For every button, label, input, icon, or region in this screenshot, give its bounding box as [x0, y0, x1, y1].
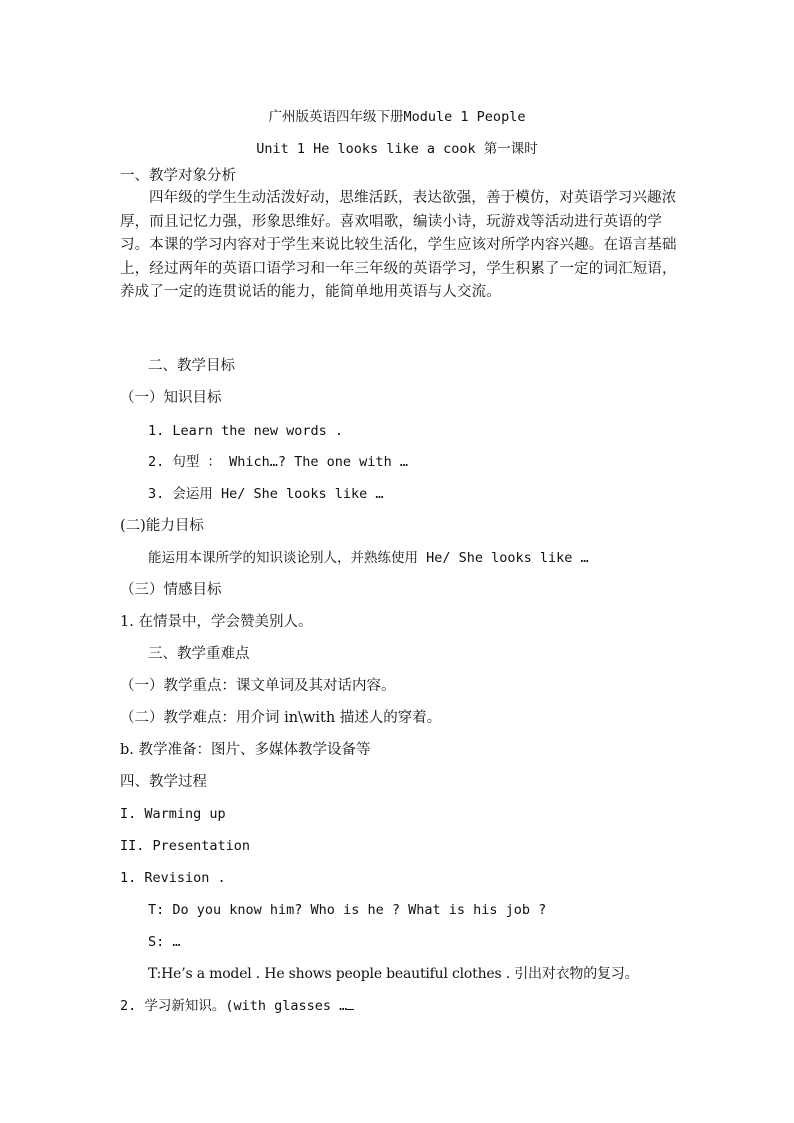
difficult-point: （二）教学难点：用介词 in\with 描述人的穿着。	[120, 710, 442, 726]
knowledge-item-1: 1. Learn the new words .	[148, 423, 344, 439]
ability-text: 能运用本课所学的知识谈论别人，并熟练使用 He/ She looks like …	[148, 550, 589, 566]
presentation-item-1: 1. Revision .	[120, 870, 226, 886]
dialog-teacher-1: T: Do you know him? Who is he ? What is his job ?	[148, 902, 547, 918]
subheading-emotion: （三）情感目标	[120, 582, 222, 598]
subheading-knowledge: （一）知识目标	[120, 390, 222, 406]
knowledge-item-2: 2. 句型 ： Which…? The one with …	[148, 454, 408, 470]
presentation-item-2-row	[120, 996, 354, 1016]
key-point: （一）教学重点：课文单词及其对话内容。	[120, 678, 396, 694]
section-heading-1: 一、教学对象分析	[120, 168, 236, 184]
subheading-ability: (二)能力目标	[120, 518, 204, 534]
presentation-item-2: 2. 学习新知识。(with glasses …	[120, 998, 348, 1014]
dialog-teacher-2: T:He’s a model . He shows people beautiful clothes . 引出对衣物的复习。	[148, 966, 639, 982]
section-heading-3: 三、教学重难点	[148, 646, 250, 662]
knowledge-item-3: 3. 会运用 He/ She looks like …	[148, 486, 384, 502]
emotion-item-1: 1. 在情景中，学会赞美别人。	[120, 614, 313, 630]
step-presentation: II. Presentation	[120, 838, 251, 854]
section-heading-4: 四、教学过程	[120, 774, 207, 790]
dialog-student-1: S: …	[148, 934, 181, 950]
teaching-preparation: b. 教学准备：图片、多媒体教学设备等	[120, 742, 371, 758]
section-heading-2: 二、教学目标	[148, 358, 235, 374]
document-subtitle: Unit 1 He looks like a cook 第一课时	[256, 141, 538, 157]
document-title: 广州版英语四年级下册Module 1 People	[268, 109, 526, 125]
step-warming-up: I. Warming up	[120, 806, 226, 822]
section-paragraph-1: 四年级的学生生动活泼好动，思维活跃，表达欲强，善于模仿，对英语学习兴趣浓厚，而且记忆力强，形象思维好。喜欢唱歌，编读小诗，玩游戏等活动进行英语的学习。本课的学习内容对于学生来说比较生活化，学生应该对所学内容兴趣。在语言基础上，经过两年的英语口语学习和一年三年级的英语学习，学生积累了一定的词汇短语，养成了一定的连贯说话的能力，能简单地用英语与人交流。	[120, 190, 677, 301]
text-cursor	[347, 997, 354, 1010]
